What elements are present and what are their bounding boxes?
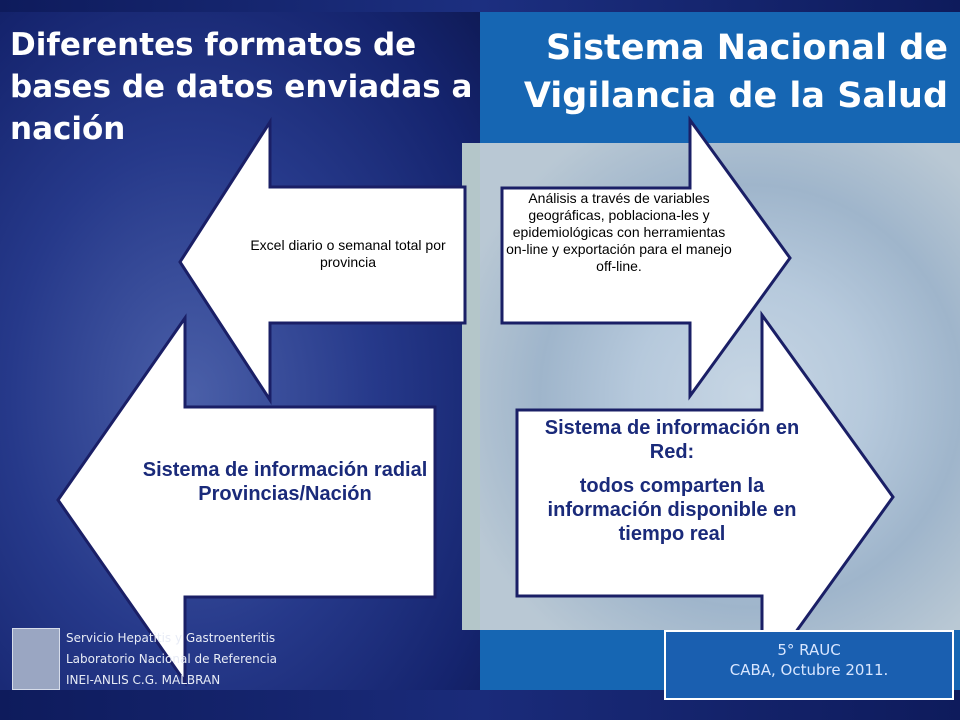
event-name: 5° RAUC [777,641,841,659]
left-slide-title: Diferentes formatos de bases de datos enviadas a nación [10,27,473,147]
excel-arrow-text: Excel diario o semanal total por provincia [250,237,446,270]
event-date: CABA, Octubre 2011. [729,661,889,679]
red-arrow-title: Sistema de información en Red: [544,417,800,463]
footer-line-2: Laboratorio Nacional de Referencia [66,652,278,666]
analisis-arrow-text: Análisis a través de variables geográficas, poblaciona-les y epidemiológicas con herramientas on-line y exportación para el manejo off-line. [506,190,732,274]
radial-arrow-text: Sistema de información radial Provincias/Nación [142,459,428,505]
footer-line-1: Servicio Hepatitis y Gastroenteritis [66,631,276,645]
footer-line-3: INEI-ANLIS C.G. MALBRAN [66,673,221,687]
red-arrow-body: todos comparten la información disponible en tiempo real [547,475,797,545]
right-slide-title: Sistema Nacional de Vigilancia de la Salud [523,28,948,116]
institution-logo-icon [12,628,60,690]
footer-institution-text [66,628,277,691]
event-box [664,630,954,700]
red-arrow-text [522,416,822,546]
